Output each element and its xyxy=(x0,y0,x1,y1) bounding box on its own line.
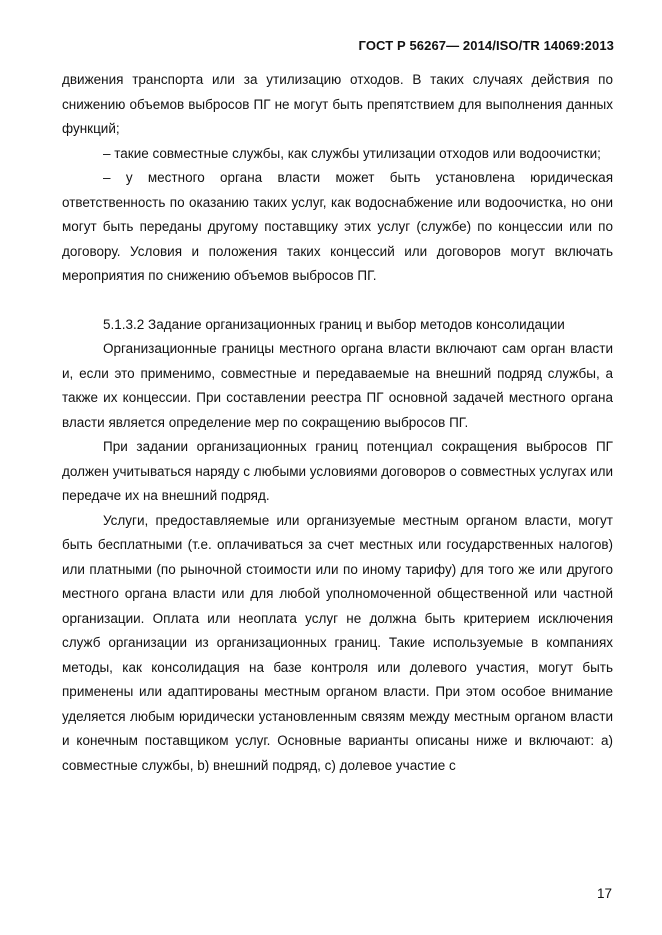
page-header-standard-id: ГОСТ Р 56267— 2014/ISO/TR 14069:2013 xyxy=(358,38,614,53)
paragraph-spacer xyxy=(62,289,613,313)
paragraph-reduction-potential: При задании организационных границ потенциал сокращения выбросов ПГ должен учитываться наряду с любыми условиями договоров о совместных услугах или передаче их на внешний подряд. xyxy=(62,439,613,503)
list-item-legal-responsibility: – у местного органа власти может быть установлена юридическая ответственность по оказанию таких услуг, как водоснабжение или водоочистка, но они могут быть переданы другому поставщику этих услуг (службе) по концессии или по договору. Условия и положения таких концессий или договоров могут включать мероприятия по снижению объемов выбросов ПГ. xyxy=(62,170,613,283)
document-body xyxy=(62,68,613,778)
paragraph-organizational-boundaries: Организационные границы местного органа власти включают сам орган власти и, если это применимо, совместные и передаваемые на внешний подряд службы, а также их концессии. При составлении реестра ПГ основной задачей местного органа власти является определение мер по сокращению выбросов ПГ. xyxy=(62,341,613,430)
page-number: 17 xyxy=(596,886,612,901)
section-heading: 5.1.3.2 Задание организационных границ и выбор методов консолидации xyxy=(103,316,565,332)
list-item-joint-services: – такие совместные службы, как службы утилизации отходов или водоочистки; xyxy=(103,145,601,161)
paragraph-continuation: движения транспорта или за утилизацию отходов. В таких случаях действия по снижению объемов выбросов ПГ не могут быть препятствием для выполнения данных функций; xyxy=(62,72,613,136)
paragraph-services: Услуги, предоставляемые или организуемые местным органом власти, могут быть бесплатными (т.е. оплачиваться за счет местных или государственных налогов) или платными (по рыночной стоимости или по иному тарифу) для того же или другого местного органа власти или для любой уполномоченной общественной или частной организации. Оплата или неоплата услуг не должна быть критерием исключения служб организации из организационных границ. Такие используемые в компаниях методы, как консолидация на базе контроля или долевого участия, могут быть применены или адаптированы местным органом власти. При этом особое внимание уделяется любым юридически установленным связям между местным органом власти и конечным поставщиком услуг. Основные варианты описаны ниже и включают: a) совместные службы, b) внешний подряд, c) долевое участие с xyxy=(62,512,613,773)
